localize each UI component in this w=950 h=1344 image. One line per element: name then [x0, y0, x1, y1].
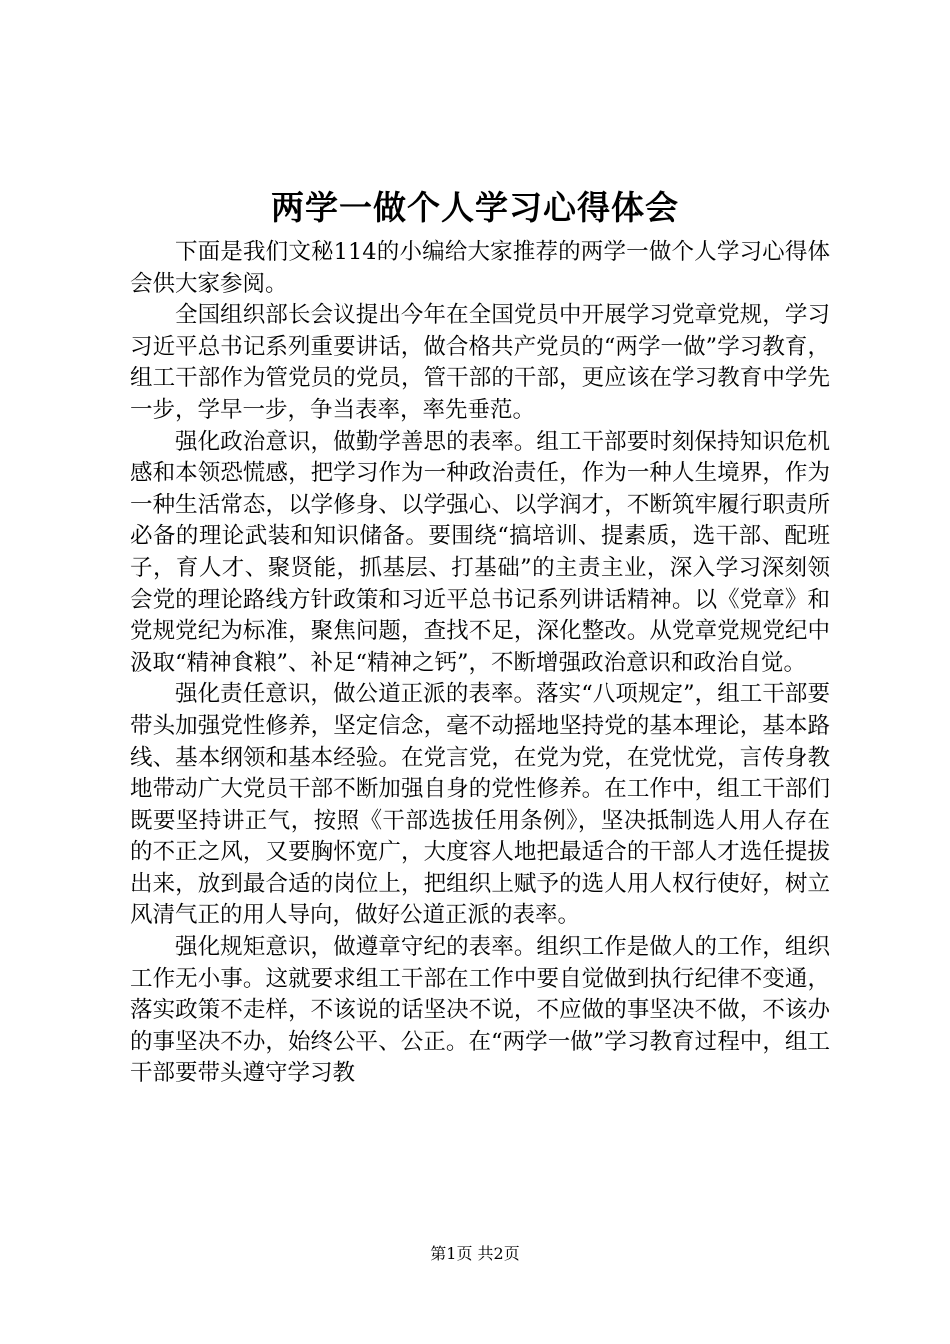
paragraph-intro: 下面是我们文秘114的小编给大家推荐的两学一做个人学习心得体会供大家参阅。 [130, 239, 830, 297]
document-title: 两学一做个人学习心得体会 [271, 188, 679, 227]
paragraph-rules-awareness: 强化规矩意识，做遵章守纪的表率。组织工作是做人的工作，组织工作无小事。这就要求组工干部在工作中要自觉做到执行纪律不变通，落实政策不走样，不该说的话坚决不说，不应做的事坚决不做，不该办的事坚决不办，始终公平、公正。在“两学一做”学习教育过程中，组工干部要带头遵守学习教 [130, 934, 830, 1087]
page-footer: 第1页 共2页 [430, 1244, 520, 1263]
document-body [130, 237, 830, 1090]
paragraph-background: 全国组织部长会议提出今年在全国党员中开展学习党章党规，学习习近平总书记系列重要讲话，做合格共产党员的“两学一做”学习教育，组工干部作为管党员的党员，管干部的干部，更应该在学习教育中学先一步，学早一步，争当表率，率先垂范。 [130, 302, 830, 423]
paragraph-political-awareness: 强化政治意识，做勤学善思的表率。组工干部要时刻保持知识危机感和本领恐慌感，把学习作为一种政治责任，作为一种人生境界，作为一种生活常态，以学修身、以学强心、以学润才，不断筑牢履行职责所必备的理论武装和知识储备。要围绕“搞培训、提素质，选干部、配班子，育人才、聚贤能，抓基层、打基础”的主责主业，深入学习深刻领会党的理论路线方针政策和习近平总书记系列讲话精神。以《党章》和党规党纪为标准，聚焦问题，查找不足，深化整改。从党章党规党纪中汲取“精神食粮”、补足“精神之钙”，不断增强政治意识和政治自觉。 [130, 428, 830, 676]
paragraph-responsibility-awareness: 强化责任意识，做公道正派的表率。落实“八项规定”，组工干部要带头加强党性修养，坚定信念，毫不动摇地坚持党的基本理论，基本路线、基本纲领和基本经验。在党言党，在党为党，在党忧党，言传身教地带动广大党员干部不断加强自身的党性修养。在工作中，组工干部们既要坚持讲正气，按照《干部选拔任用条例》，坚决抵制选人用人存在的不正之风，又要胸怀宽广，大度容人地把最适合的干部人才选任提拔出来，放到最合适的岗位上，把组织上赋予的选人用人权行使好，树立风清气正的用人导向，做好公道正派的表率。 [130, 681, 830, 929]
